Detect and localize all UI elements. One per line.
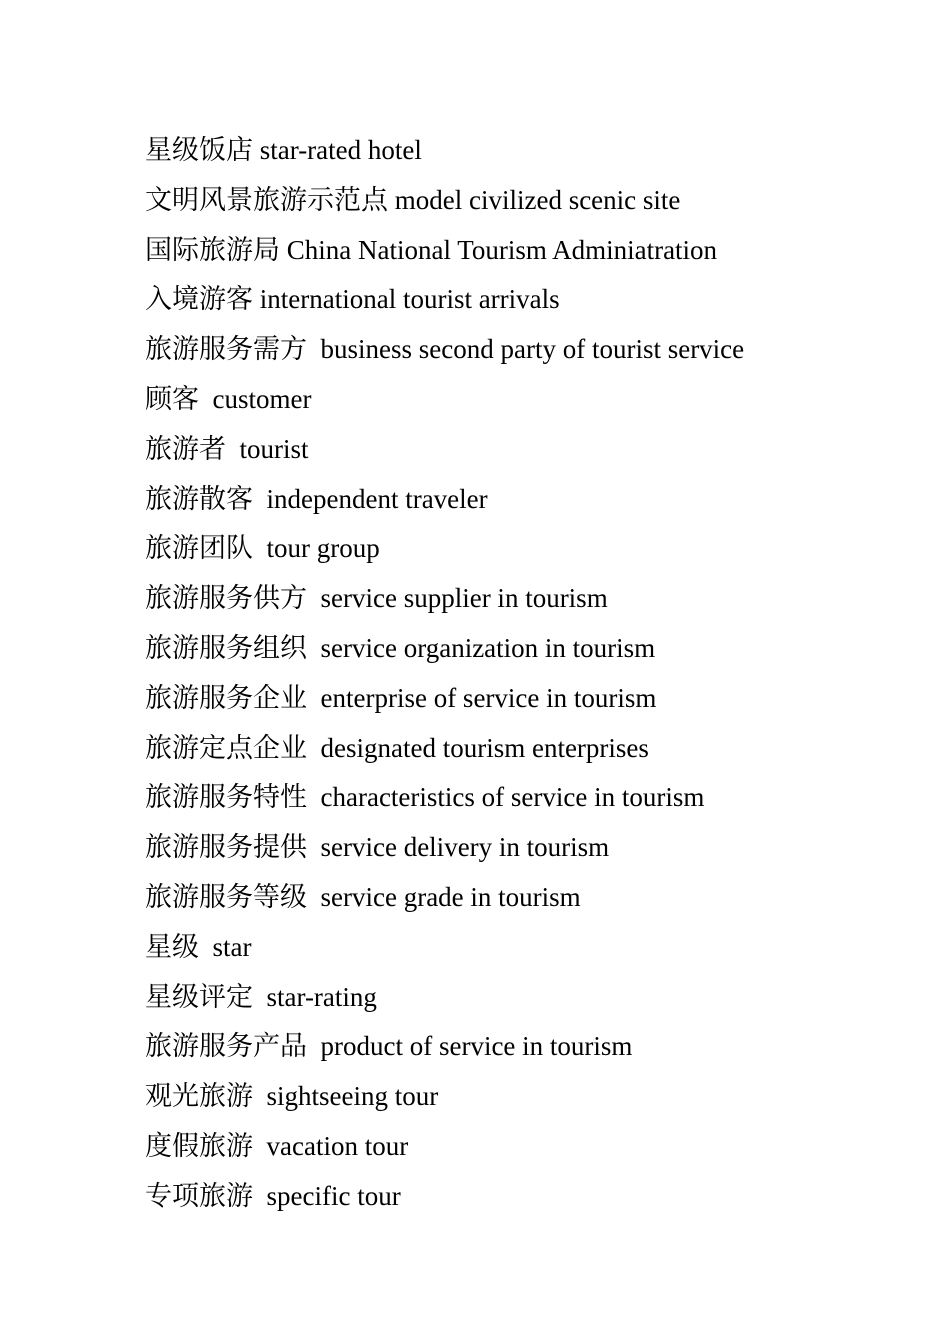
- glossary-entry: 旅游服务等级 service grade in tourism: [145, 881, 581, 912]
- glossary-entry: 旅游服务产品 product of service in tourism: [145, 1031, 633, 1062]
- glossary-entry: 观光旅游 sightseeing tour: [145, 1081, 439, 1112]
- glossary-entry: 旅游服务特性 characteristics of service in tourism: [145, 782, 705, 813]
- glossary-entry: 旅游服务组织 service organization in tourism: [145, 632, 656, 663]
- glossary-entry: 旅游者 tourist: [145, 433, 309, 464]
- glossary-entry: 入境游客 international tourist arrivals: [145, 284, 560, 315]
- glossary-entry: 专项旅游 specific tour: [145, 1180, 401, 1211]
- glossary-entry: 顾客 customer: [145, 383, 312, 414]
- glossary-entry: 旅游散客 independent traveler: [145, 483, 488, 514]
- glossary-entry: 星级评定 star-rating: [145, 981, 377, 1012]
- glossary-entry: 文明风景旅游示范点 model civilized scenic site: [145, 184, 681, 215]
- glossary-entry: 旅游服务供方 service supplier in tourism: [145, 583, 608, 614]
- glossary-entry: 旅游定点企业 designated tourism enterprises: [145, 732, 649, 763]
- glossary-entry: 旅游服务提供 service delivery in tourism: [145, 832, 610, 863]
- glossary-entry: 旅游团队 tour group: [145, 533, 380, 564]
- glossary-list: [145, 126, 905, 1222]
- glossary-entry: 旅游服务需方 business second party of tourist service: [145, 334, 745, 365]
- glossary-entry: 度假旅游 vacation tour: [145, 1130, 409, 1161]
- glossary-entry: 国际旅游局 China National Tourism Adminiatration: [145, 234, 718, 265]
- glossary-entry: 星级饭店 star-rated hotel: [145, 135, 422, 165]
- glossary-entry: 旅游服务企业 enterprise of service in tourism: [145, 682, 657, 713]
- glossary-entry: 星级 star: [145, 931, 252, 962]
